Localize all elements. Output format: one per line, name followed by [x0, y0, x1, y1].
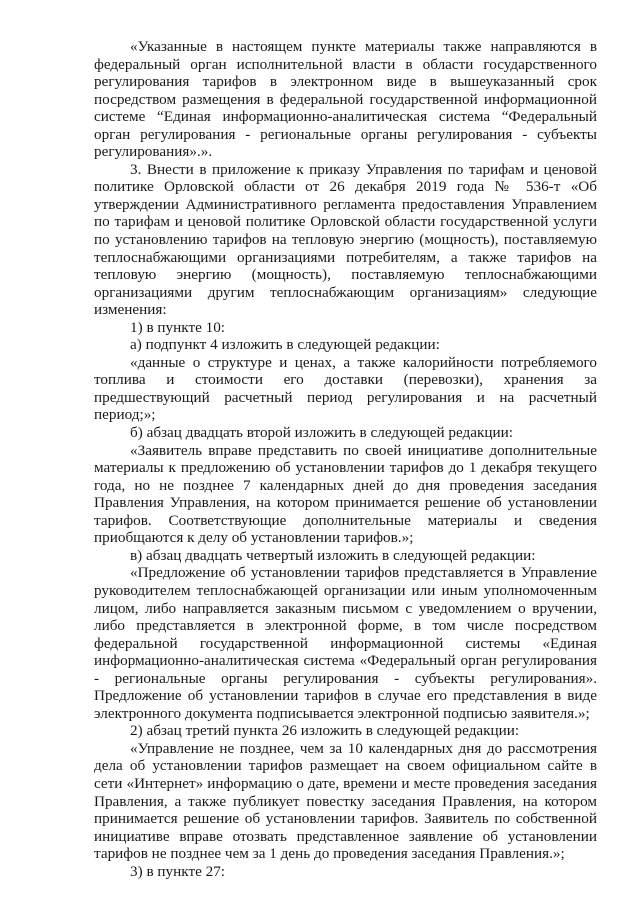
paragraph-quote-applicant: «Заявитель вправе представить по своей инициативе дополнительные материалы к предложению об установлении тарифов до 1 декабря текущего года, но не позднее 7 календарных дней до дня проведения заседания Правления Управления, на котором принимается решение об установлении тарифов. Соответствующие дополнительные материалы и сведения приобщаются к делу об установлении тарифов.»;	[94, 441, 597, 547]
paragraph-subitem-2: 2) абзац третий пункта 26 изложить в следующей редакции:	[130, 722, 520, 740]
paragraph-quote-proposal: «Предложение об установлении тарифов представляется в Управление руководителем теплоснабжающей организации или иным уполномоченным лицом, либо направляется заказным письмом с уведомлением о вручении, либо представляется в электронной форме, в том числе посредством федеральной государственной информационной системы «Единая информационно-аналитическая система «Федеральный орган регулирования - региональные органы регулирования - субъекты регулирования». Предложение об установлении тарифов в случае его представления в виде электронного документа подписывается электронной подписью заявителя.»;	[94, 564, 597, 722]
document-page	[94, 38, 597, 880]
paragraph-subitem-1a: а) подпункт 4 изложить в следующей редакции:	[130, 336, 440, 354]
paragraph-quote-materials: «Указанные в настоящем пункте материалы также направляются в федеральный орган исполнительной власти в области государственного регулирования тарифов в электронном виде в вышеуказанный срок посредством размещения в федеральной государственной информационной системе “Единая информационно-аналитическая система “Федеральный орган регулирования - региональные органы регулирования - субъекты регулирования».».	[94, 38, 597, 161]
paragraph-subitem-3: 3) в пункте 27:	[130, 862, 226, 880]
paragraph-quote-management: «Управление не позднее, чем за 10 календарных дня до рассмотрения дела об установлении тарифов размещает на своем официальном сайте в сети «Интернет» информацию о дате, времени и месте проведения заседания Правления, а также публикует повестку заседания Правления, на котором принимается решение об установлении тарифов. Заявитель по собственной инициативе вправе отозвать представленное заявление об установлении тарифов не позднее чем за 1 день до проведения заседания Правления.»;	[94, 739, 597, 863]
paragraph-subitem-1v: в) абзац двадцать четвертый изложить в следующей редакции:	[130, 546, 536, 564]
paragraph-subitem-1b: б) абзац двадцать второй изложить в следующей редакции:	[130, 424, 513, 442]
paragraph-item-3: 3. Внести в приложение к приказу Управления по тарифам и ценовой политике Орловской области от 26 декабря 2019 года № 536-т «Об утверждении Административного регламента предоставления Управлением по тарифам и ценовой политике Орловской области государственной услуги по установлению тарифов на тепловую энергию (мощность), поставляемую теплоснабжающими организациями потребителям, а также тарифов на тепловую энергию (мощность), поставляемую теплоснабжающими организациями другим теплоснабжающим организациям» следующие изменения:	[94, 160, 597, 319]
paragraph-subitem-1: 1) в пункте 10:	[130, 318, 226, 336]
paragraph-quote-fuel-data: «данные о структуре и ценах, а также калорийности потребляемого топлива и стоимости его доставки (перевозки), хранения за предшествующий расчетный период регулирования и на расчетный период;»;	[94, 353, 597, 424]
